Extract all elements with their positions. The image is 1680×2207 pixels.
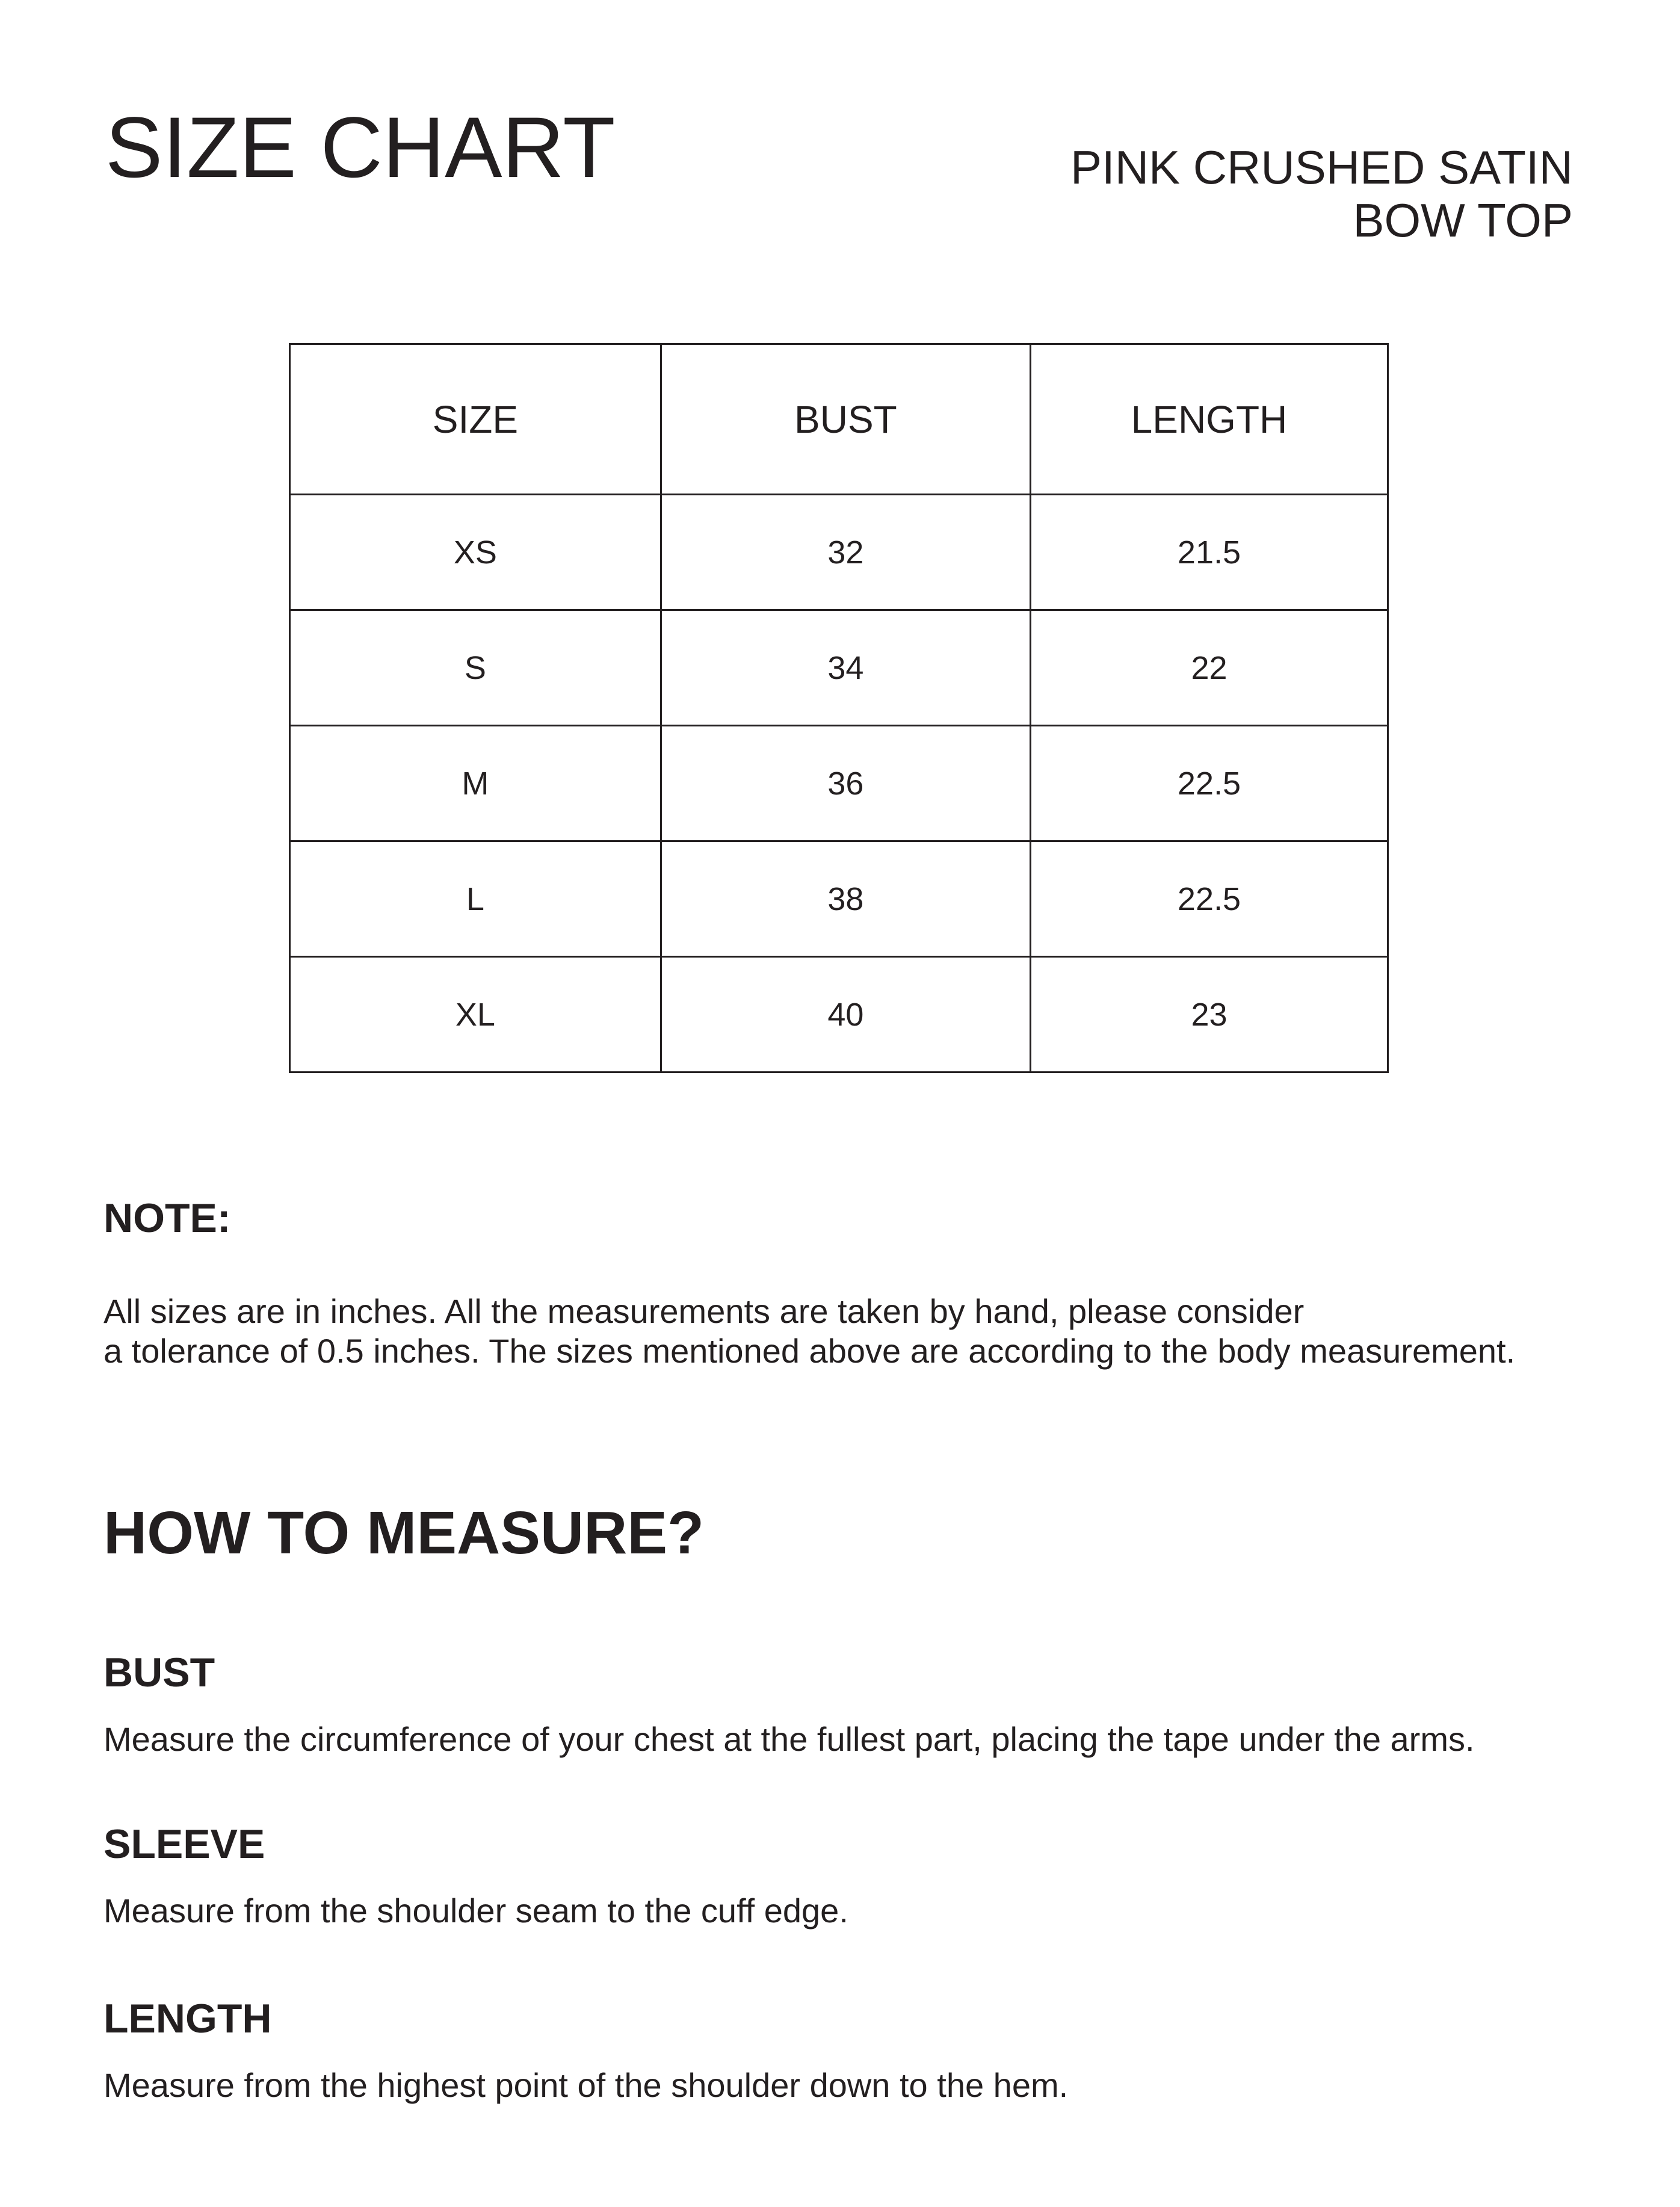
length-section-heading: LENGTH	[103, 1996, 272, 2041]
column-header-bust: BUST	[661, 344, 1030, 495]
cell-length: 23	[1030, 957, 1388, 1073]
note-heading: NOTE:	[103, 1195, 231, 1241]
cell-bust: 34	[661, 610, 1030, 726]
size-table-header-row	[290, 344, 1388, 495]
cell-length: 22	[1030, 610, 1388, 726]
product-title	[1070, 141, 1573, 247]
bust-section-text: Measure the circumference of your chest at the fullest part, placing the tape under the arms.	[103, 1720, 1475, 1758]
cell-bust: 40	[661, 957, 1030, 1073]
note-text	[103, 1292, 1515, 1371]
sleeve-section-text: Measure from the shoulder seam to the cuff edge.	[103, 1892, 848, 1930]
cell-size: M	[290, 726, 661, 841]
column-header-length: LENGTH	[1030, 344, 1388, 495]
bust-section-heading: BUST	[103, 1650, 215, 1695]
table-row-xl	[290, 957, 1388, 1073]
cell-size: L	[290, 841, 661, 957]
cell-length: 21.5	[1030, 495, 1388, 610]
cell-size: XL	[290, 957, 661, 1073]
note-text-line1: All sizes are in inches. All the measurements are taken by hand, please consider	[103, 1292, 1305, 1330]
cell-size: XS	[290, 495, 661, 610]
cell-bust: 38	[661, 841, 1030, 957]
column-header-size: SIZE	[290, 344, 661, 495]
product-title-line2: BOW TOP	[1353, 194, 1573, 247]
table-row-m	[290, 726, 1388, 841]
note-text-line2: a tolerance of 0.5 inches. The sizes mentioned above are according to the body measurement.	[103, 1332, 1516, 1370]
cell-size: S	[290, 610, 661, 726]
length-section-text: Measure from the highest point of the shoulder down to the hem.	[103, 2066, 1069, 2104]
cell-bust: 36	[661, 726, 1030, 841]
cell-bust: 32	[661, 495, 1030, 610]
table-row-s	[290, 610, 1388, 726]
cell-length: 22.5	[1030, 841, 1388, 957]
table-row-xs	[290, 495, 1388, 610]
page-title: SIZE CHART	[105, 100, 616, 196]
sleeve-section-heading: SLEEVE	[103, 1821, 265, 1867]
product-title-line1: PINK CRUSHED SATIN	[1070, 141, 1573, 194]
table-row-l	[290, 841, 1388, 957]
how-to-measure-heading: HOW TO MEASURE?	[103, 1499, 705, 1567]
cell-length: 22.5	[1030, 726, 1388, 841]
size-table	[289, 343, 1389, 1073]
